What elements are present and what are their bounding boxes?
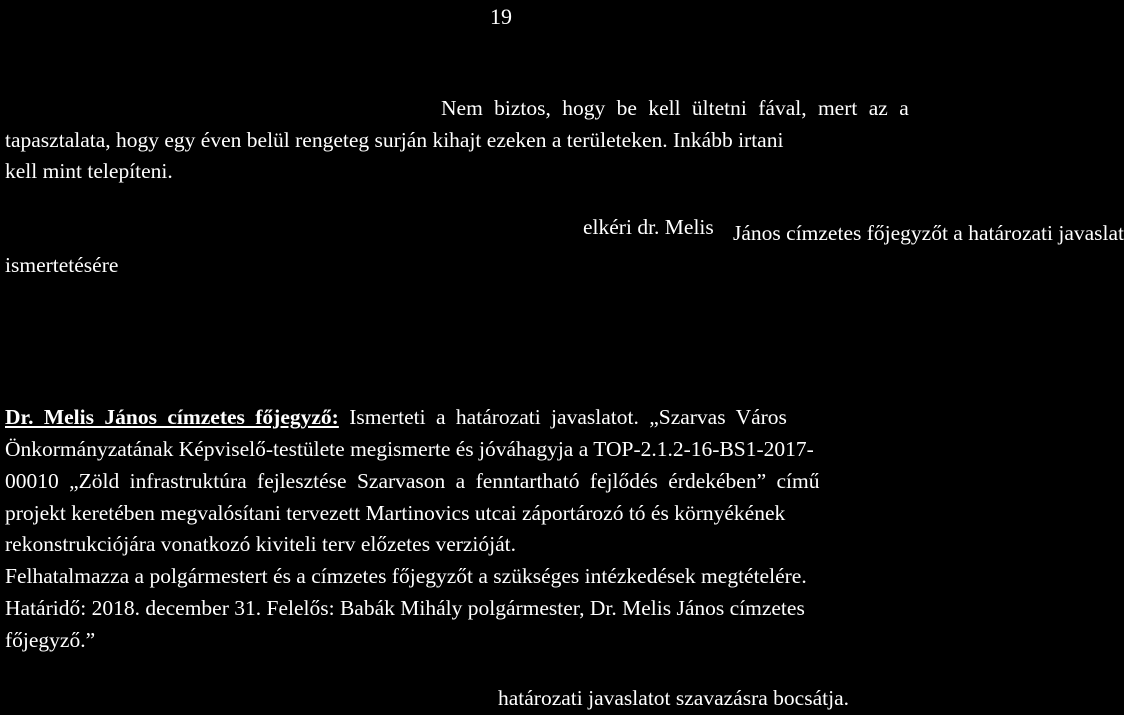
paragraph-3-line-3: 00010 „Zöld infrastruktúra fejlesztése Szarvason a fenntartható fejlődés érdekében” című xyxy=(5,469,820,493)
paragraph-3-line-1 xyxy=(5,405,1015,429)
paragraph-2-line-2: ismertetésére xyxy=(5,253,119,277)
speaker-name: Dr. Melis János címzetes főjegyző: xyxy=(5,405,339,429)
page-number: 19 xyxy=(490,4,512,29)
paragraph-1-line-2: tapasztalata, hogy egy éven belül rengeteg surján kihajt ezeken a területeken. Inkább irtani xyxy=(5,128,784,152)
paragraph-3-line-2: Önkormányzatának Képviselő-testülete megismerte és jóváhagyja a TOP-2.1.2-16-BS1-2017- xyxy=(5,437,814,461)
paragraph-3-line-4: projekt keretében megvalósítani tervezett Martinovics utcai záportározó tó és környékének xyxy=(5,501,786,525)
paragraph-3-line-6: Felhatalmazza a polgármestert és a címzetes főjegyzőt a szükséges intézkedések megtételére. xyxy=(5,564,807,588)
paragraph-1-line-3: kell mint telepíteni. xyxy=(5,159,173,183)
cut-off-text-fragment: elkéri dr. Melis xyxy=(583,215,714,239)
paragraph-1-line-1: Nem biztos, hogy be kell ültetni fával, mert az a xyxy=(441,96,909,120)
paragraph-3-line-1-rest: Ismerteti a határozati javaslatot. „Szarvas Város xyxy=(349,405,787,429)
paragraph-3-line-7: Határidő: 2018. december 31. Felelős: Babák Mihály polgármester, Dr. Melis János címzetes xyxy=(5,596,805,620)
paragraph-3-line-8: főjegyző.” xyxy=(5,628,96,652)
paragraph-2-line-1: János címzetes főjegyzőt a határozati javaslat xyxy=(733,221,1124,245)
paragraph-4-line-1: határozati javaslatot szavazásra bocsátja. xyxy=(498,686,849,710)
paragraph-3-line-5: rekonstrukciójára vonatkozó kiviteli terv előzetes verzióját. xyxy=(5,532,517,556)
